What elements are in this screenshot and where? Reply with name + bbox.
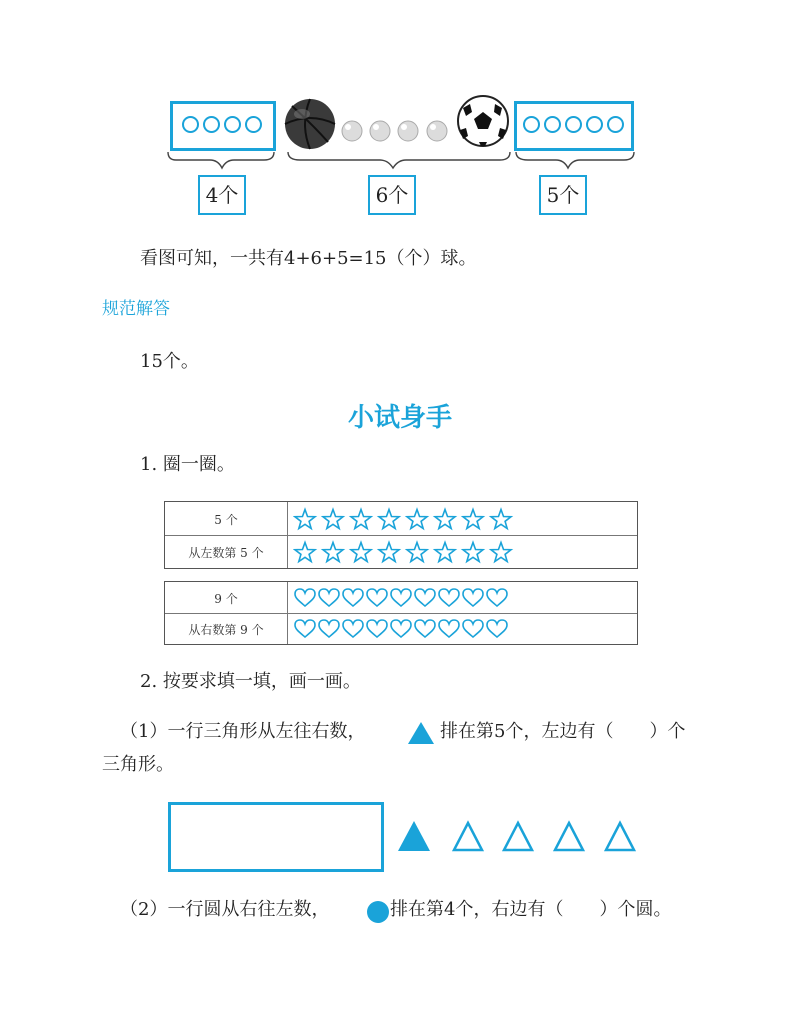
heart-icon [367, 589, 387, 606]
small-ball-icon [427, 121, 447, 141]
ring-icon [586, 116, 603, 133]
filled-triangle-icon [398, 821, 430, 851]
star-icon [351, 510, 371, 529]
q2-part2-text-b: 排在第4个，右边有（ ）个圆。 [390, 899, 672, 920]
table-row-divider [165, 535, 637, 536]
brace-right [516, 152, 634, 168]
star-icon [463, 510, 483, 529]
q2-title: 2. 按要求填一填，画一画。 [140, 671, 361, 692]
heart-row-label-2: 从右数第 9 个 [188, 623, 264, 637]
filled-circle-icon [366, 900, 390, 924]
star-icon [323, 543, 343, 562]
brace-middle [288, 152, 510, 168]
heart-icon [319, 589, 339, 606]
star-icon [379, 543, 399, 562]
star-icon [407, 543, 427, 562]
triangle-outline-icon [606, 823, 634, 850]
balls-row [280, 94, 512, 154]
q2-part2-text-a: （2）一行圆从右往左数， [120, 899, 330, 920]
small-ball-icon [398, 121, 418, 141]
star-row-2 [293, 540, 523, 564]
ring-icon [523, 116, 540, 133]
star-icon [379, 510, 399, 529]
ring-icon [565, 116, 582, 133]
answer-heading: 规范解答 [102, 299, 170, 319]
brace-left [168, 152, 274, 168]
filled-triangle-icon [406, 720, 436, 746]
star-row-1 [293, 507, 523, 531]
small-ball-icon [370, 121, 390, 141]
triangle-outline-icon [454, 823, 482, 850]
section-title: 小试身手 [347, 403, 452, 433]
heart-icon [439, 620, 459, 637]
triangle-outline-icon [555, 823, 583, 850]
heart-icon [295, 620, 315, 637]
q1-title: 1. 圈一圈。 [140, 454, 235, 475]
table-col-divider [287, 582, 288, 644]
heart-icon [391, 589, 411, 606]
ring-icon [224, 116, 241, 133]
star-icon [295, 543, 315, 562]
table-row-divider [165, 613, 637, 614]
heart-row-label-1: 9 个 [214, 592, 238, 606]
heart-icon [415, 589, 435, 606]
triangle-row [396, 818, 642, 854]
small-ball-icon [342, 121, 362, 141]
heart-icon [487, 589, 507, 606]
heart-table [164, 581, 638, 645]
q2-part1-text-c: 三角形。 [102, 754, 174, 775]
heart-icon [295, 589, 315, 606]
heart-row-1 [293, 587, 513, 609]
heart-icon [319, 620, 339, 637]
heart-row-2 [293, 618, 513, 640]
count-box-right: 5个 [539, 175, 587, 215]
star-row-label-1: 5 个 [214, 513, 238, 527]
heart-icon [439, 589, 459, 606]
ring-box-right [514, 101, 634, 151]
count-box-left: 4个 [198, 175, 246, 215]
group-braces [160, 150, 640, 176]
heart-icon [343, 620, 363, 637]
star-table [164, 501, 638, 569]
star-icon [435, 543, 455, 562]
drawing-box[interactable] [168, 802, 384, 872]
soccer-ball-icon [458, 96, 508, 146]
q2-part1-text-a: （1）一行三角形从左往右数， [120, 721, 366, 742]
basketball-icon [285, 99, 335, 149]
q2-part1-text-b: 排在第5个，左边有（ ）个 [440, 721, 686, 742]
table-col-divider [287, 502, 288, 568]
star-icon [407, 510, 427, 529]
answer-text: 15个。 [140, 351, 199, 372]
star-icon [491, 543, 511, 562]
ring-icon [544, 116, 561, 133]
ring-icon [203, 116, 220, 133]
ring-icon [607, 116, 624, 133]
heart-icon [463, 589, 483, 606]
count-box-middle: 6个 [368, 175, 416, 215]
heart-icon [463, 620, 483, 637]
ring-icon [245, 116, 262, 133]
heart-icon [487, 620, 507, 637]
heart-icon [367, 620, 387, 637]
star-icon [295, 510, 315, 529]
star-icon [463, 543, 483, 562]
star-icon [435, 510, 455, 529]
star-icon [323, 510, 343, 529]
ring-box-left [170, 101, 276, 151]
triangle-outline-icon [504, 823, 532, 850]
ring-icon [182, 116, 199, 133]
star-icon [351, 543, 371, 562]
explanation-text: 看图可知，一共有4+6+5=15（个）球。 [140, 248, 477, 269]
star-row-label-2: 从左数第 5 个 [188, 546, 264, 560]
star-icon [491, 510, 511, 529]
heart-icon [391, 620, 411, 637]
heart-icon [415, 620, 435, 637]
heart-icon [343, 589, 363, 606]
